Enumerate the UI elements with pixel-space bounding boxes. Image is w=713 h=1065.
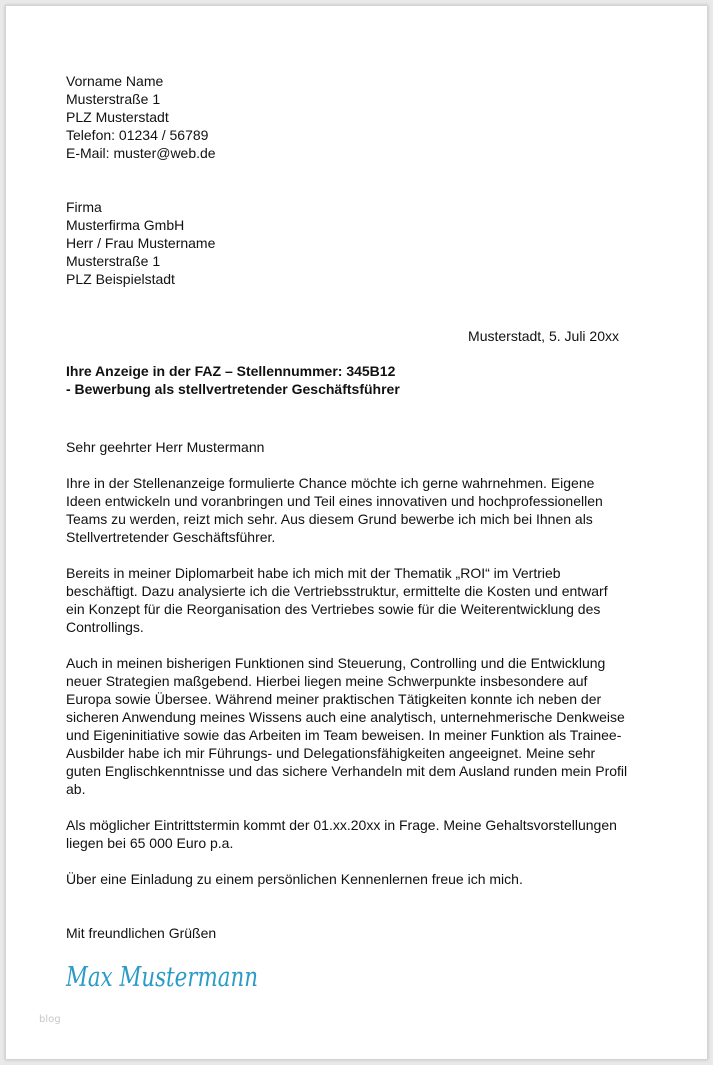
subject-line-1: Ihre Anzeige in der FAZ – Stellennummer: 345B12 (66, 363, 396, 379)
paragraph-line: Bereits in meiner Diplomarbeit habe ich mich mit der Thematik „ROI“ im Vertrieb (66, 565, 561, 581)
paragraph-line: Teams zu werden, reizt mich sehr. Aus diesem Grund bewerbe ich mich bei Ihnen als (66, 511, 593, 527)
paragraph-line: und Eigeninitiative sowie das Arbeiten im Team beweisen. In meiner Funktion als Trainee- (66, 727, 622, 743)
recipient-contact: Herr / Frau Mustername (66, 235, 216, 251)
sender-address (66, 72, 646, 162)
watermark: blog (39, 1014, 61, 1025)
recipient-street: Musterstraße 1 (66, 253, 161, 269)
paragraph-invitation (66, 870, 646, 888)
handwritten-signature (64, 952, 264, 1002)
sender-city: PLZ Musterstadt (66, 109, 169, 125)
sender-street: Musterstraße 1 (66, 91, 161, 107)
sender-email: E-Mail: muster@web.de (66, 145, 216, 161)
subject-line-2: - Bewerbung als stellvertretender Geschäftsführer (66, 381, 400, 397)
paragraph-line: sicheren Anwendung meines Wissens auch eine analytisch, unternehmerische Denkweise (66, 709, 625, 725)
recipient-address (66, 198, 646, 288)
paragraph-line: Controllings. (66, 619, 144, 635)
paragraph-line: Als möglicher Eintrittstermin kommt der 01.xx.20xx in Frage. Meine Gehaltsvorstellungen (66, 817, 617, 833)
paragraph-line: Auch in meinen bisherigen Funktionen sind Steuerung, Controlling und die Entwicklung (66, 655, 606, 671)
paragraph-line: ein Konzept für die Reorganisation des Vertriebes sowie für die Weiterentwicklung des (66, 601, 601, 617)
paragraph-line: Europa sowie Übersee. Während meiner praktischen Tätigkeiten konnte ich neben der (66, 691, 602, 707)
recipient-city: PLZ Beispielstadt (66, 271, 175, 287)
letter-date: Musterstadt, 5. Juli 20xx (468, 328, 619, 344)
paragraph-line: neuer Strategien maßgebend. Hierbei liegen meine Schwerpunkte insbesondere auf (66, 673, 588, 689)
paragraph-line: Ihre in der Stellenanzeige formulierte Chance möchte ich gerne wahrnehmen. Eigene (66, 475, 595, 491)
recipient-company: Musterfirma GmbH (66, 217, 185, 233)
recipient-label: Firma (66, 199, 102, 215)
paragraph-line: Stellvertretender Geschäftsführer. (66, 529, 276, 545)
sender-phone: Telefon: 01234 / 56789 (66, 127, 209, 143)
paragraph-line: guten Englischkenntnisse und das sichere Verhandeln mit dem Ausland runden mein Profil (66, 763, 628, 779)
paragraph-line: Über eine Einladung zu einem persönlichen Kennenlernen freue ich mich. (66, 871, 523, 887)
paragraph-line: beschäftigt. Dazu analysierte ich die Vertriebsstruktur, ermittelte die Kosten und entwarf (66, 583, 608, 599)
salutation: Sehr geehrter Herr Mustermann (66, 439, 265, 455)
signature-text: Max Mustermann (65, 962, 259, 993)
paragraph-line: ab. (66, 781, 86, 797)
letter-page (5, 5, 708, 1060)
sender-name: Vorname Name (66, 73, 164, 89)
paragraph-line: Ideen entwickeln und voranbringen und Teil eines innovativen und hochprofessionellen (66, 493, 603, 509)
paragraph-line: liegen bei 65 000 Euro p.a. (66, 835, 234, 851)
paragraph-line: Ausbilder habe ich mir Führungs- und Delegationsfähigkeiten angeeignet. Meine sehr (66, 745, 596, 761)
paragraph-experience (66, 654, 646, 798)
paragraph-education (66, 564, 646, 636)
subject-line (66, 362, 646, 398)
paragraph-motivation (66, 474, 646, 546)
paragraph-start-salary (66, 816, 646, 852)
closing-phrase: Mit freundlichen Grüßen (66, 925, 217, 941)
